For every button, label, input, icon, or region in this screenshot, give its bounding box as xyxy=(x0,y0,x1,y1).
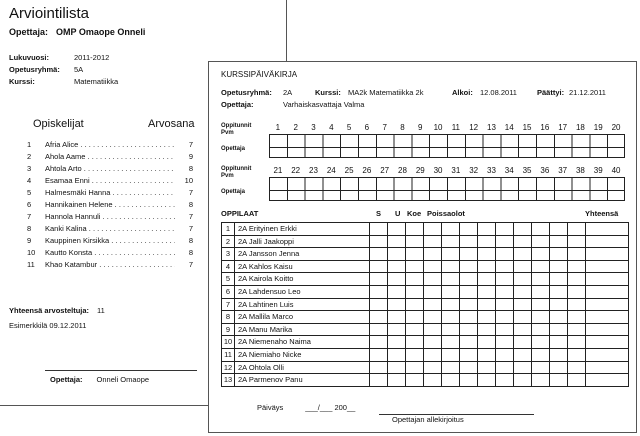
total-graded xyxy=(9,306,105,315)
lessons-label: Oppitunnit xyxy=(221,166,252,172)
roster-student-name: 2A Lahdensuo Leo xyxy=(238,286,301,296)
roster-number: 7 xyxy=(225,299,231,309)
student-number: 1 xyxy=(27,139,32,149)
roster-number: 13 xyxy=(223,375,233,385)
info-label: Kurssi: xyxy=(9,77,35,86)
teacher-signature xyxy=(50,375,149,384)
student-grade: 7 xyxy=(188,259,193,269)
roster-row[interactable] xyxy=(222,336,628,349)
student-grade-list xyxy=(27,138,193,270)
lesson-number: 10 xyxy=(433,123,443,132)
roster-row[interactable] xyxy=(222,223,628,236)
student-number: 2 xyxy=(27,151,32,161)
start-value: 12.08.2011 xyxy=(480,88,517,97)
student-row xyxy=(27,258,193,270)
lesson-number: 4 xyxy=(329,123,334,132)
info-value: 2011-2012 xyxy=(74,53,110,62)
roster-student-name: 2A Lahtinen Luis xyxy=(238,299,294,309)
roster-student-name: 2A Kahlos Kaisu xyxy=(238,261,293,271)
date-label: Päiväys xyxy=(257,403,284,412)
info-label: Opetusryhmä: xyxy=(9,65,60,74)
lessons-labels xyxy=(221,166,251,180)
student-grade: 7 xyxy=(188,211,193,221)
lesson-number: 22 xyxy=(291,166,301,175)
student-grade: 10 xyxy=(184,175,193,185)
student-grade: 7 xyxy=(188,187,193,197)
total-label: Yhteensä arvosteltuja: xyxy=(9,306,90,315)
roster-student-name: 2A Niemenaho Naima xyxy=(238,337,311,347)
student-row xyxy=(27,234,193,246)
roster-row[interactable] xyxy=(222,311,628,324)
roster-number: 12 xyxy=(223,362,233,372)
student-row xyxy=(27,138,193,150)
group-value: 2A xyxy=(283,88,293,97)
lesson-number: 34 xyxy=(504,166,514,175)
end-label: Päättyi: xyxy=(537,88,565,97)
lesson-number: 8 xyxy=(400,123,405,132)
col-u: U xyxy=(395,209,401,218)
student-number: 9 xyxy=(27,235,32,245)
roster-row[interactable] xyxy=(222,248,628,261)
lesson-number: 31 xyxy=(451,166,461,175)
roster-number: 8 xyxy=(225,312,231,322)
roster-student-name: 2A Jansson Jenna xyxy=(238,249,300,259)
student-number: 5 xyxy=(27,187,32,197)
lesson-number: 29 xyxy=(415,166,425,175)
info-label: Lukuvuosi: xyxy=(9,53,50,62)
roster-number: 5 xyxy=(225,274,231,284)
lessons-labels xyxy=(221,123,251,137)
student-name: Kanki Kalina . . . xyxy=(45,224,175,233)
lesson-number: 35 xyxy=(522,166,532,175)
roster-student-name: 2A Erityinen Erkki xyxy=(238,224,297,233)
roster-row[interactable] xyxy=(222,349,628,362)
lesson-number: 7 xyxy=(382,123,387,132)
student-row xyxy=(27,150,193,162)
lesson-number: 24 xyxy=(326,166,336,175)
diary-title: KURSSIPÄIVÄKIRJA xyxy=(221,70,298,79)
lesson-number: 21 xyxy=(273,166,283,175)
student-row xyxy=(27,162,193,174)
lesson-number: 25 xyxy=(344,166,354,175)
student-number: 10 xyxy=(27,247,36,257)
student-grade: 8 xyxy=(188,247,193,257)
info-row xyxy=(9,77,214,89)
student-name: Ahola Aame . . . xyxy=(45,152,175,161)
lesson-number: 16 xyxy=(540,123,550,132)
date-label: Pvm xyxy=(221,173,234,179)
lesson-number: 20 xyxy=(611,123,621,132)
info-row xyxy=(9,53,214,65)
lesson-number: 38 xyxy=(575,166,585,175)
lesson-number: 28 xyxy=(398,166,407,175)
roster-number: 1 xyxy=(225,224,231,233)
diary-teacher-label: Opettaja: xyxy=(221,100,254,109)
lesson-number: 14 xyxy=(504,123,514,132)
student-name: Afria Alice . . . xyxy=(45,140,175,149)
teacher-label: Opettaja: xyxy=(9,27,49,37)
student-grade: 8 xyxy=(188,163,193,173)
sign-label: Opettaja: xyxy=(50,375,83,384)
roster-number: 6 xyxy=(225,286,231,296)
students-header: OPPILAAT xyxy=(221,209,259,218)
student-name: Kautto Konsta . . . xyxy=(45,248,175,257)
roster-row[interactable] xyxy=(222,286,628,299)
lesson-number: 1 xyxy=(275,123,281,132)
evaluation-teacher xyxy=(9,27,145,37)
student-name: Esamaa Enni . . . xyxy=(45,176,175,185)
info-row xyxy=(9,65,214,77)
meta-row xyxy=(221,88,631,100)
student-number: 8 xyxy=(27,223,32,233)
student-row xyxy=(27,222,193,234)
lesson-number: 32 xyxy=(469,166,479,175)
student-row xyxy=(27,198,193,210)
sign-value: Onneli Omaope xyxy=(96,375,150,384)
roster-row[interactable] xyxy=(222,362,628,375)
date-field xyxy=(257,403,355,412)
roster-number: 9 xyxy=(225,324,231,334)
roster-number: 4 xyxy=(225,261,231,271)
date-label: Pvm xyxy=(221,130,234,136)
roster-student-name: 2A Parmenov Panu xyxy=(238,375,303,385)
grade-header: Arvosana xyxy=(148,118,195,130)
roster-row[interactable] xyxy=(222,324,628,337)
col-total: Yhteensä xyxy=(585,209,619,218)
roster-student-name: 2A Ohtola Olli xyxy=(238,362,284,372)
students-header: Opiskelijat xyxy=(33,118,84,130)
roster-row[interactable] xyxy=(222,273,628,286)
student-row xyxy=(27,186,193,198)
lesson-number: 5 xyxy=(346,123,352,132)
roster-row[interactable] xyxy=(222,261,628,274)
end-value: 21.12.2011 xyxy=(569,88,606,97)
course-value: MA2k Matematiikka 2k xyxy=(348,88,424,97)
student-number: 11 xyxy=(27,259,35,269)
student-name: Khao Katambur . . . xyxy=(45,260,175,269)
roster-number: 3 xyxy=(225,249,231,259)
roster-student-name: 2A Jalli Jaakoppi xyxy=(238,236,294,246)
student-grade: 8 xyxy=(188,235,193,245)
roster-header xyxy=(221,209,629,221)
student-name: Kauppinen Kirsikka . . . xyxy=(45,236,175,245)
info-value: 5A xyxy=(74,65,84,74)
signature-label: Opettajan allekirjoitus xyxy=(392,415,464,424)
lesson-number: 18 xyxy=(575,123,585,132)
lesson-number: 12 xyxy=(469,123,479,132)
student-number: 7 xyxy=(27,211,32,221)
roster-student-name: 2A Manu Marika xyxy=(238,324,293,334)
lesson-teacher-label: Opettaja xyxy=(221,146,246,152)
total-value: 11 xyxy=(97,306,105,315)
student-name: Ahtola Arto . . . xyxy=(45,164,175,173)
lesson-number: 17 xyxy=(558,123,568,132)
roster-number: 10 xyxy=(223,337,233,347)
roster-row[interactable] xyxy=(222,236,628,249)
student-row xyxy=(27,210,193,222)
lesson-numbers xyxy=(269,123,625,132)
lesson-number: 6 xyxy=(364,123,370,132)
lesson-number: 9 xyxy=(418,123,423,132)
course-label: Kurssi: xyxy=(315,88,341,97)
col-absent: Poissaolot xyxy=(427,209,465,218)
lesson-number: 13 xyxy=(487,123,496,132)
lesson-number: 39 xyxy=(593,166,603,175)
col-koe: Koe xyxy=(407,209,422,218)
start-label: Alkoi: xyxy=(452,88,473,97)
student-grade: 7 xyxy=(188,139,193,149)
lesson-grid[interactable] xyxy=(269,134,625,158)
lesson-grid[interactable] xyxy=(269,177,625,201)
info-value: Matematiikka xyxy=(74,77,119,86)
lesson-numbers xyxy=(269,166,625,175)
lessons-label: Oppitunnit xyxy=(221,123,252,129)
lesson-number: 19 xyxy=(593,123,603,132)
col-s: S xyxy=(376,209,382,218)
teacher-value: OMP Omaope Onneli xyxy=(56,27,146,37)
evaluation-title: Arviointilista xyxy=(9,5,90,22)
student-roster xyxy=(221,222,629,387)
lesson-number: 26 xyxy=(362,166,372,175)
signature-line xyxy=(45,370,197,371)
lesson-number: 2 xyxy=(293,123,298,132)
lesson-number: 36 xyxy=(540,166,550,175)
student-grade: 9 xyxy=(188,151,193,161)
place-date: Esimerkkilä 09.12.2011 xyxy=(9,321,87,330)
lesson-number: 11 xyxy=(451,123,461,132)
student-name: Hannola Hannuli . . . xyxy=(45,212,175,221)
diary-meta xyxy=(221,88,631,112)
lesson-number: 15 xyxy=(522,123,532,132)
student-grade: 8 xyxy=(188,199,193,209)
student-number: 3 xyxy=(27,163,32,173)
lesson-number: 23 xyxy=(309,166,318,175)
lesson-number: 27 xyxy=(380,166,390,175)
roster-row[interactable] xyxy=(222,374,628,387)
evaluation-info xyxy=(9,53,214,89)
student-grade: 7 xyxy=(188,223,193,233)
date-value[interactable]: ___/___ 200__ xyxy=(305,403,356,412)
student-number: 4 xyxy=(27,175,32,185)
group-label: Opetusryhmä: xyxy=(221,88,272,97)
lesson-number: 30 xyxy=(433,166,443,175)
diary-teacher-value: Varhaiskasvattaja Valma xyxy=(283,100,365,109)
roster-student-name: 2A Niemiaho Nicke xyxy=(238,349,302,359)
roster-number: 11 xyxy=(224,349,232,359)
lesson-number: 37 xyxy=(558,166,568,175)
roster-number: 2 xyxy=(225,236,231,246)
student-row xyxy=(27,246,193,258)
roster-student-name: 2A Mallila Marco xyxy=(238,312,294,322)
student-name: Hannikainen Helene . . . xyxy=(45,200,175,209)
lesson-teacher-label: Opettaja xyxy=(221,189,246,195)
roster-student-name: 2A Kairola Koitto xyxy=(238,274,294,284)
meta-row xyxy=(221,100,631,112)
student-row xyxy=(27,174,193,186)
lesson-number: 33 xyxy=(487,166,496,175)
roster-row[interactable] xyxy=(222,299,628,312)
student-name: Halmesmäki Hanna . . . xyxy=(45,188,175,197)
student-number: 6 xyxy=(27,199,32,209)
course-diary-sheet xyxy=(208,61,637,433)
lesson-number: 40 xyxy=(611,166,621,175)
lesson-number: 3 xyxy=(311,123,316,132)
